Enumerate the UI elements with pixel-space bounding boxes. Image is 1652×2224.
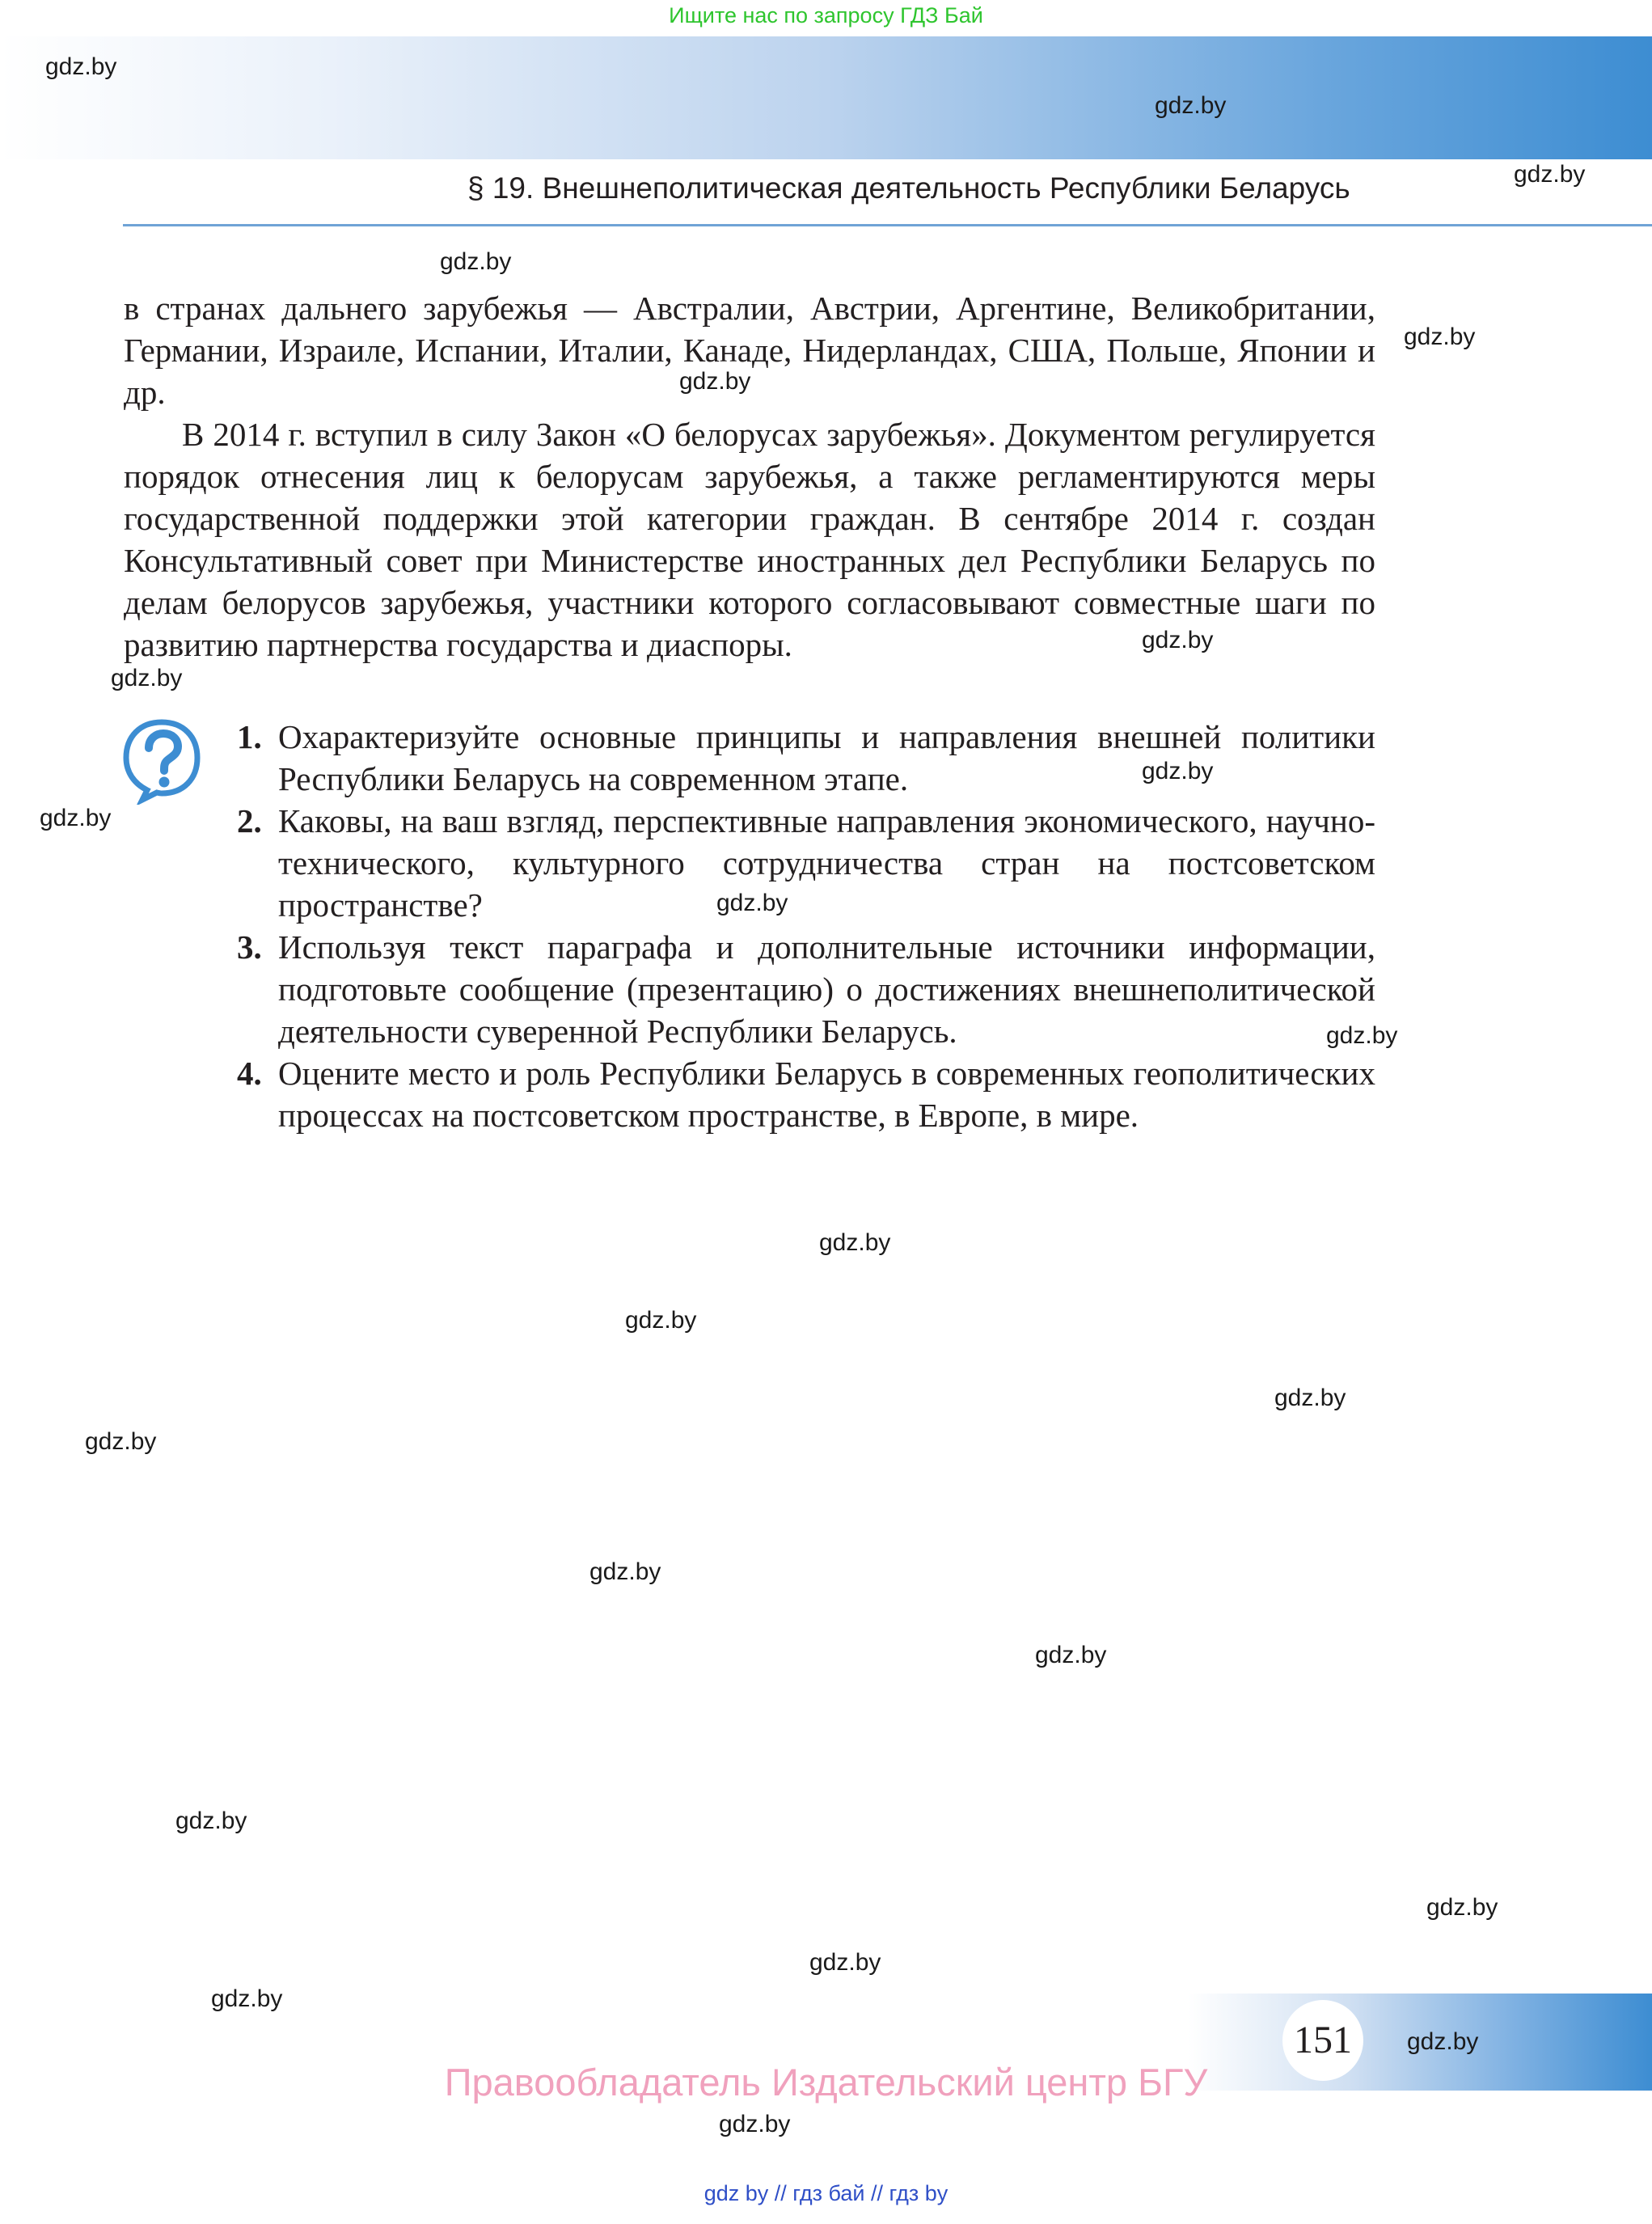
question-item (237, 926, 1375, 1052)
question-text: Используя текст параграфа и дополнительные источники информации, подготовьте сообщение (презентацию) о достижениях внешнеполитической деятельности суверенной Республики Беларусь. (278, 928, 1375, 1050)
top-banner: Ищите нас по запросу ГДЗ Бай (669, 3, 983, 27)
watermark: gdz.by (1274, 1385, 1346, 1411)
watermark: gdz.by (1142, 627, 1214, 653)
paragraph-2: В 2014 г. вступил в силу Закон «О белорусах зарубежья». Документом регулируется порядок отнесения лиц к белорусам зарубежья, а также регламентируются меры государственной поддержки этой категории граждан. В сентябре 2014 г. создан Консультативный совет при Министерстве иностранных дел Республики Беларусь по делам белорусов зарубежья, участники которого согласовывают совместные шаги по развитию партнерства государства и диаспоры. (124, 416, 1375, 663)
watermark: gdz.by (716, 890, 788, 916)
watermark: gdz.by (1407, 2028, 1479, 2055)
header-rule (123, 224, 1652, 226)
rights-holder: Правообладатель Издательский центр БГУ (444, 2061, 1208, 2103)
watermark: gdz.by (1404, 323, 1476, 350)
question-number: 3. (237, 928, 262, 966)
watermark: gdz.by (1514, 161, 1586, 188)
watermark: gdz.by (809, 1949, 881, 1976)
watermark: gdz.by (175, 1808, 247, 1834)
header-band (0, 36, 1652, 159)
watermark: gdz.by (819, 1229, 891, 1256)
page-number: 151 (1282, 2000, 1363, 2081)
watermark: gdz.by (1155, 92, 1227, 119)
question-text: Оцените место и роль Республики Беларусь в современных геополитических процессах на постсоветском пространстве, в Европе, в мире. (278, 1055, 1375, 1134)
watermark: gdz.by (211, 1985, 283, 2012)
watermark: gdz.by (1035, 1642, 1107, 1668)
watermark: gdz.by (1326, 1022, 1398, 1049)
watermark: gdz.by (85, 1428, 157, 1455)
watermark: gdz.by (1142, 758, 1214, 784)
bottom-links[interactable]: gdz by // гдз бай // гдз by (703, 2181, 949, 2205)
watermark: gdz.by (40, 805, 112, 831)
question-item (237, 800, 1375, 926)
question-text: Каковы, на ваш взгляд, перспективные направления экономического, научно-технического, культурного сотрудничества стран на постсоветском пространстве? (278, 802, 1375, 924)
watermark: gdz.by (45, 53, 117, 80)
question-text: Охарактеризуйте основные принципы и направления внешней политики Республики Беларусь на современном этапе. (278, 718, 1375, 797)
watermark: gdz.by (111, 665, 183, 691)
watermark: gdz.by (719, 2111, 791, 2137)
watermark: gdz.by (625, 1307, 697, 1334)
paragraph-1: в странах дальнего зарубежья — Австралии, Австрии, Аргентине, Великобритании, Германии, Израиле, Испании, Италии, Канаде, Нидерландах, США, Польше, Японии и др. (124, 290, 1375, 411)
question-number: 2. (237, 802, 262, 839)
watermark: gdz.by (1426, 1894, 1498, 1921)
watermark: gdz.by (679, 368, 751, 395)
question-number: 4. (237, 1055, 262, 1092)
section-title: § 19. Внешнеполитическая деятельность Республики Беларусь (467, 171, 1350, 205)
question-item (237, 1052, 1375, 1136)
question-number: 1. (237, 718, 262, 755)
watermark: gdz.by (589, 1558, 661, 1585)
watermark: gdz.by (440, 248, 512, 275)
question-mark-icon (120, 716, 204, 805)
